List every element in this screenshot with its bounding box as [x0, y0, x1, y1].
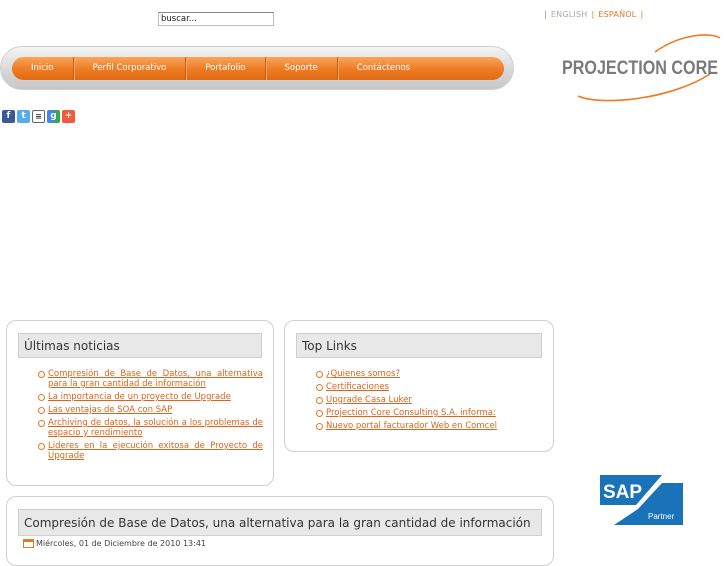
- addthis-icon[interactable]: +: [62, 110, 75, 123]
- list-item: [312, 421, 542, 431]
- list-item: [34, 405, 263, 415]
- toplinks-panel: [284, 320, 554, 452]
- article-title[interactable]: Compresión de Base de Datos, una alternativa para la gran cantidad de información: [18, 509, 542, 536]
- twitter-icon[interactable]: t: [17, 110, 30, 123]
- list-item: [34, 369, 263, 389]
- nav-inicio[interactable]: Inicio: [31, 63, 54, 73]
- facebook-icon[interactable]: f: [2, 110, 15, 123]
- list-item: [312, 408, 542, 418]
- google-icon[interactable]: g: [47, 110, 60, 123]
- print-icon[interactable]: ≡: [32, 110, 45, 123]
- news-title: Últimas noticias: [18, 333, 262, 358]
- toplinks-list: [312, 369, 542, 434]
- toplinks-title: Top Links: [296, 333, 542, 358]
- svg-text:PROJECTION CORE: PROJECTION CORE: [562, 58, 718, 79]
- lang-english-link[interactable]: ENGLISH: [550, 10, 588, 19]
- projection-core-logo[interactable]: [560, 30, 727, 102]
- sap-brand-text: SAP: [603, 482, 643, 503]
- toplink[interactable]: Projection Core Consulting S.A. informa:: [326, 408, 496, 418]
- list-item: [312, 382, 542, 392]
- list-item: [34, 441, 263, 461]
- article-panel: [6, 496, 554, 566]
- list-item: [34, 418, 263, 438]
- news-link[interactable]: Lideres en la ejecución exitosa de Proyecto de Upgrade: [48, 441, 263, 461]
- list-item: [312, 395, 542, 405]
- toplink[interactable]: Nuevo portal facturador Web en Comcel: [326, 421, 497, 431]
- nav-portafolio[interactable]: Portafolio: [205, 63, 246, 73]
- list-item: [312, 369, 542, 379]
- nav-contactenos[interactable]: Contáctenos: [356, 63, 411, 73]
- toplink[interactable]: ¿Quienes somos?: [326, 369, 400, 379]
- calendar-icon: [23, 538, 34, 548]
- sap-partner-logo[interactable]: [600, 475, 683, 525]
- sap-partner-text: Partner: [648, 512, 675, 521]
- news-panel: [6, 320, 274, 486]
- search-input[interactable]: [158, 12, 274, 26]
- article-date: Miércoles, 01 de Diciembre de 2010 13:41: [36, 538, 206, 548]
- main-nav: [12, 57, 504, 80]
- nav-perfil-corporativo[interactable]: Perfil Corporativo: [92, 63, 167, 73]
- news-link[interactable]: Archiving de datos, la solución a los problemas de espacio y rendimiento: [48, 418, 263, 438]
- news-link[interactable]: Las ventajas de SOA con SAP: [48, 405, 173, 415]
- nav-soporte[interactable]: Soporte: [284, 63, 318, 73]
- news-link[interactable]: La importancia de un proyecto de Upgrade: [48, 392, 231, 402]
- article-meta: [23, 538, 206, 548]
- toplink[interactable]: Certificaciones: [326, 382, 389, 392]
- lang-espanol-link[interactable]: ESPAÑOL: [598, 10, 637, 19]
- language-switcher: | ENGLISH | ESPAÑOL |: [544, 10, 644, 19]
- toplink[interactable]: Upgrade Casa Luker: [326, 395, 412, 405]
- news-list: [34, 369, 263, 464]
- news-link[interactable]: Compresión de Base de Datos, una alternativa para la gran cantidad de información: [48, 369, 263, 389]
- share-toolbar: [2, 110, 75, 123]
- list-item: [34, 392, 263, 402]
